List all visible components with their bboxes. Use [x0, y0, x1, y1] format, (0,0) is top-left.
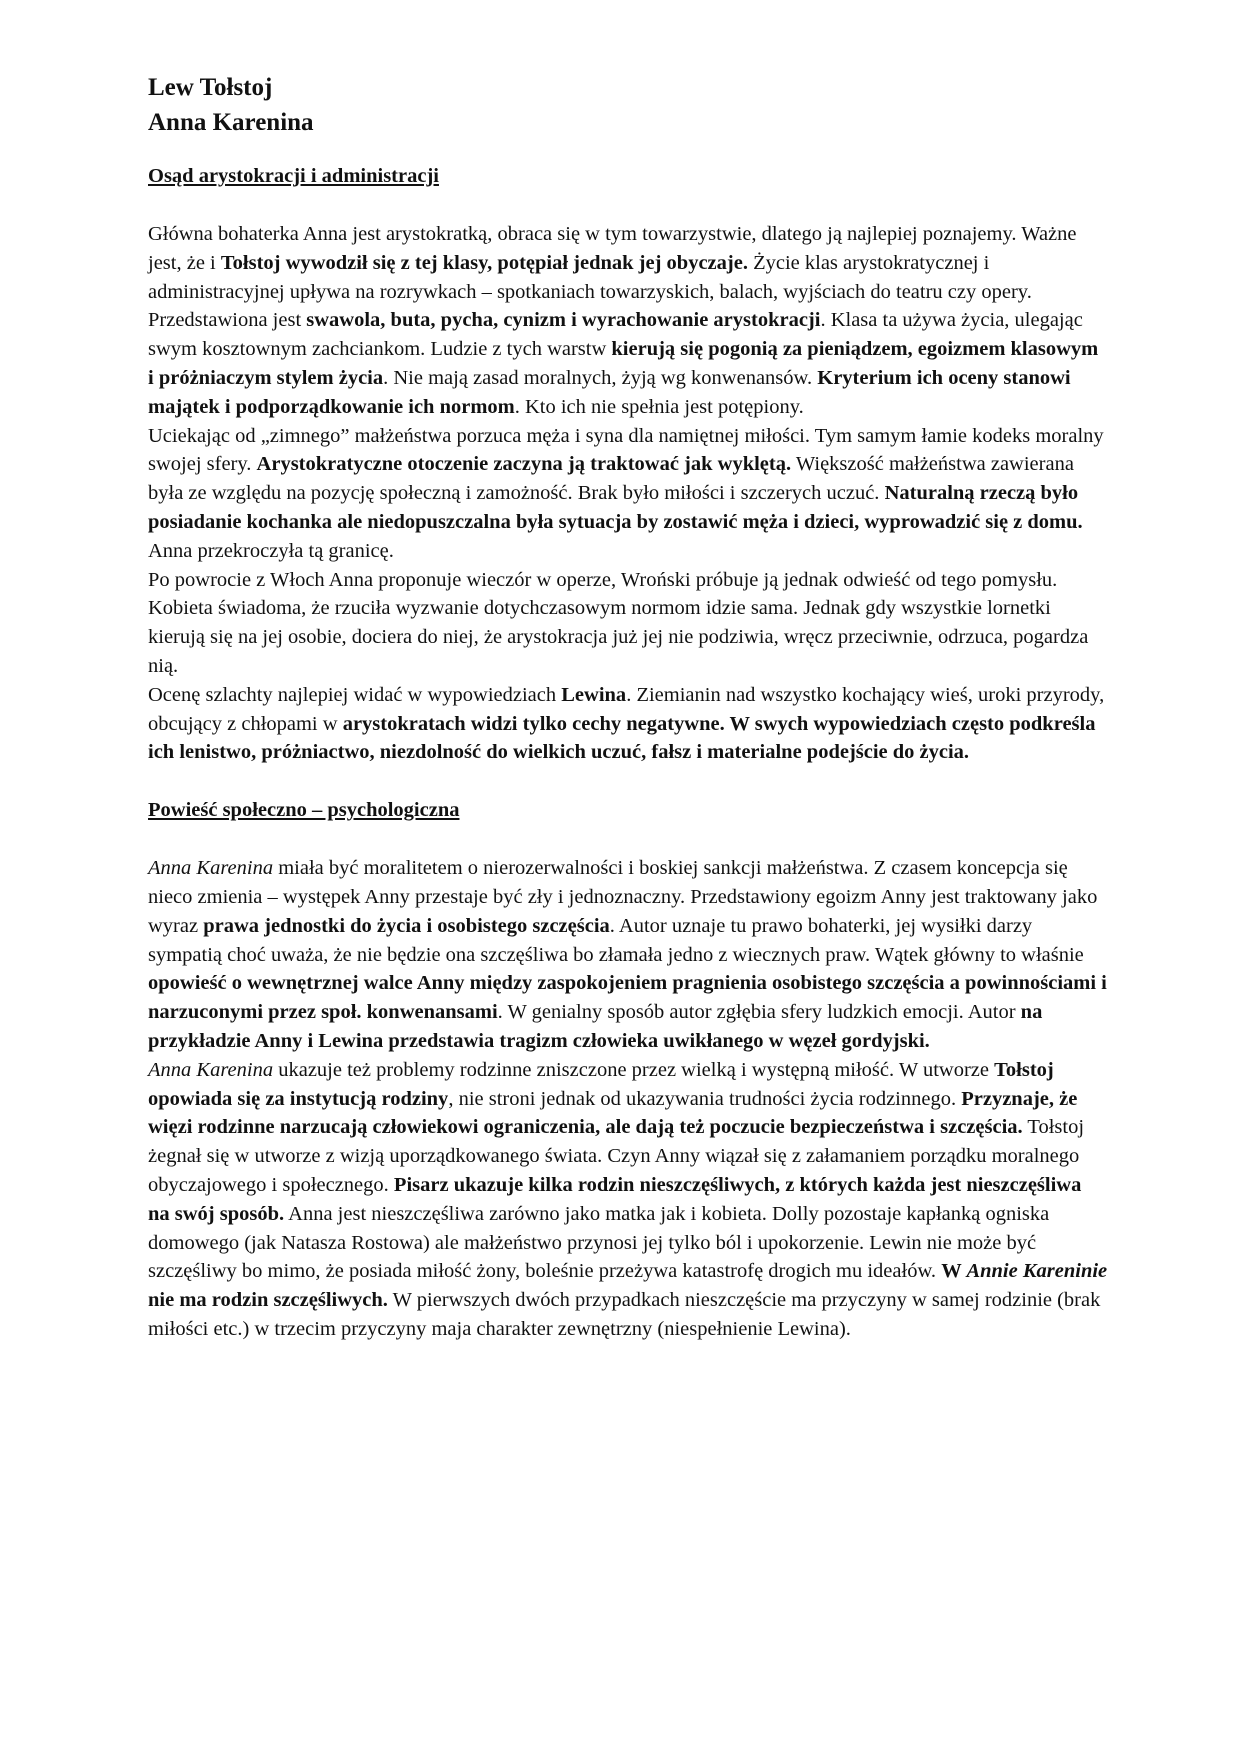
bold-run: W: [941, 1260, 967, 1283]
bold-run: arystokratach widzi tylko cechy negatywne. W swych wypowiedziach często podkreśla ich lenistwo, próżniactwo, niezdolność do wielkich uczuć, fałsz i materialne podejście do życia.: [148, 712, 1096, 764]
text-run: Większość małżeństwa zawierana była ze względu na pozycję społeczną i zamożność. Brak było miłości i szczerych uczuć.: [148, 453, 1074, 505]
section-heading-novel: Powieść społeczno – psychologiczna: [148, 799, 460, 822]
bold-run: Przyznaje, że więzi rodzinne narzucają człowiekowi ograniczenia, ale dają też poczucie bezpieczeństwa i szczęścia.: [148, 1087, 1078, 1139]
text-run: Po powrocie z Włoch Anna proponuje wieczór w operze, Wroński próbuje ją jednak odwieść od tego pomysłu. Kobieta świadoma, że rzuciła wyzwanie dotychczasowym normom idzie sama. Jednak gdy wszystkie lornetki kierują się na jej osobie, dociera do niej, że arystokracja już jej nie podziwia, wręcz przeciwnie, odrzuca, pogardza nią.: [148, 568, 1089, 677]
author-name: Lew Tołstoj: [148, 74, 273, 101]
paragraph: [148, 566, 1108, 681]
text-run: Główna bohaterka Anna jest arystokratką, obraca się w tym towarzystwie, dlatego ją najlepiej poznajemy. Ważne jest, że i: [148, 223, 1077, 274]
section-body-aristocracy: [148, 220, 1108, 767]
paragraph: [148, 681, 1108, 767]
paragraph: [148, 220, 1108, 306]
section-heading-aristocracy: Osąd arystokracji i administracji: [148, 165, 439, 187]
text-run: Życie klas arystokratycznej i administracyjnej upływa na rozrywkach – spotkaniach towarzyskich, balach, wyjściach do teatru czy opery.: [148, 251, 1032, 303]
bold-run: Kryterium ich oceny stanowi majątek i podporządkowanie ich normom: [148, 366, 1071, 418]
bold-run: Tołstoj opowiada się za instytucją rodziny: [148, 1058, 1054, 1110]
text-run: Przedstawiona jest: [148, 309, 307, 332]
text-run: miała być moralitetem o nierozerwalności i boskiej sankcji małżeństwa. Z czasem koncepcja się nieco zmienia – występek Anny przestaje być zły i jednoznaczny. Przedstawiony egoizm Anny jest traktowany jako wyraz: [148, 857, 1098, 937]
bold-run: Tołstoj wywodził się z tej klasy, potępiał jednak jej obyczaje.: [220, 251, 748, 274]
bold-run: Pisarz ukazuje kilka rodzin nieszczęśliwych, z których każda jest nieszczęśliwa na swój sposób.: [148, 1173, 1082, 1225]
bold-run: Annie Kareninie: [966, 1260, 1108, 1283]
book-title: Anna Karenina: [148, 109, 314, 136]
bold-run: prawa jednostki do życia i osobistego szczęścia: [203, 914, 610, 937]
document-page: [148, 70, 1108, 1344]
text-run: . Klasa ta używa życia, ulegając swym kosztownym zachciankom. Ludzie z tych warstw: [148, 309, 1083, 361]
text-run: . Ziemianin nad wszystko kochający wieś, uroki przyrody, obcujący z chłopami w: [148, 683, 1105, 735]
bold-run: Naturalną rzeczą było posiadanie kochanka ale niedopuszczalna była sytuacja by zostawić męża i dzieci, wyprowadzić się z domu.: [148, 482, 1083, 533]
text-run: Anna przekroczyła tą granicę.: [148, 539, 394, 562]
text-run: . W genialny sposób autor zgłębia sfery ludzkich emocji. Autor: [497, 1001, 1021, 1024]
paragraph: [148, 854, 1108, 1056]
text-run: Tołstoj żegnał się w utworze z wizją uporządkowanego świata. Czyn Anny wiązał się z załamaniem porządku moralnego obyczajowego i społecznego.: [148, 1116, 1085, 1196]
italic-run: Anna Karenina: [148, 1058, 274, 1081]
bold-run: kierują się pogonią za pieniądzem, egoizmem klasowym i próżniaczym stylem życia: [148, 338, 1099, 389]
section-body-novel: [148, 854, 1108, 1344]
text-run: . Nie mają zasad moralnych, żyją wg konwenansów.: [383, 366, 818, 389]
paragraph: [148, 422, 1108, 566]
text-run: W pierwszych dwóch przypadkach nieszczęście ma przyczyny w samej rodzinie (brak miłości etc.) w trzecim przyczyny maja charakter zewnętrzny (niespełnienie Lewina).: [148, 1289, 1101, 1340]
bold-run: Arystokratyczne otoczenie zaczyna ją traktować jak wyklętą.: [256, 453, 792, 476]
paragraph: [148, 1056, 1108, 1344]
bold-run: Lewina: [561, 683, 627, 706]
text-run: ukazuje też problemy rodzinne zniszczone przez wielką i występną miłość. W utworze: [273, 1058, 995, 1081]
text-run: . Kto ich nie spełnia jest potępiony.: [514, 395, 804, 418]
text-run: Uciekając od „zimnego” małżeństwa porzuca męża i syna dla namiętnej miłości. Tym samym łamie kodeks moralny swojej sfery.: [148, 424, 1104, 476]
bold-run: nie ma rodzin szczęśliwych.: [148, 1289, 388, 1312]
text-run: Anna jest nieszczęśliwa zarówno jako matka jak i kobieta. Dolly pozostaje kapłanką ogniska domowego (jak Natasza Rostowa) ale małżeństwo przynosi jej tylko ból i upokorzenie. Lewin nie może być szczęśliwy bo mimo, że posiada miłość żony, boleśnie przeżywa katastrofę drogich mu ideałów.: [148, 1202, 1050, 1283]
italic-run: Anna Karenina: [148, 857, 274, 880]
text-run: , nie stroni jednak od ukazywania trudności życia rodzinnego.: [448, 1087, 962, 1110]
text-run: Ocenę szlachty najlepiej widać w wypowiedziach: [148, 683, 562, 706]
bold-run: swawola, buta, pycha, cynizm i wyrachowanie arystokracji: [306, 309, 821, 332]
bold-run: opowieść o wewnętrznej walce Anny między zaspokojeniem pragnienia osobistego szczęścia a powinnościami i narzuconymi przez społ. konwenansami: [148, 972, 1107, 1024]
text-run: . Autor uznaje tu prawo bohaterki, jej wysiłki darzy sympatią choć uważa, że nie będzie ona szczęśliwa bo złamała jedno z wiecznych praw. Wątek główny to właśnie: [148, 914, 1084, 966]
bold-run: na przykładzie Anny i Lewina przedstawia tragizm człowieka uwikłanego w węzeł gordyjski.: [148, 1001, 1043, 1052]
paragraph: [148, 306, 1108, 421]
